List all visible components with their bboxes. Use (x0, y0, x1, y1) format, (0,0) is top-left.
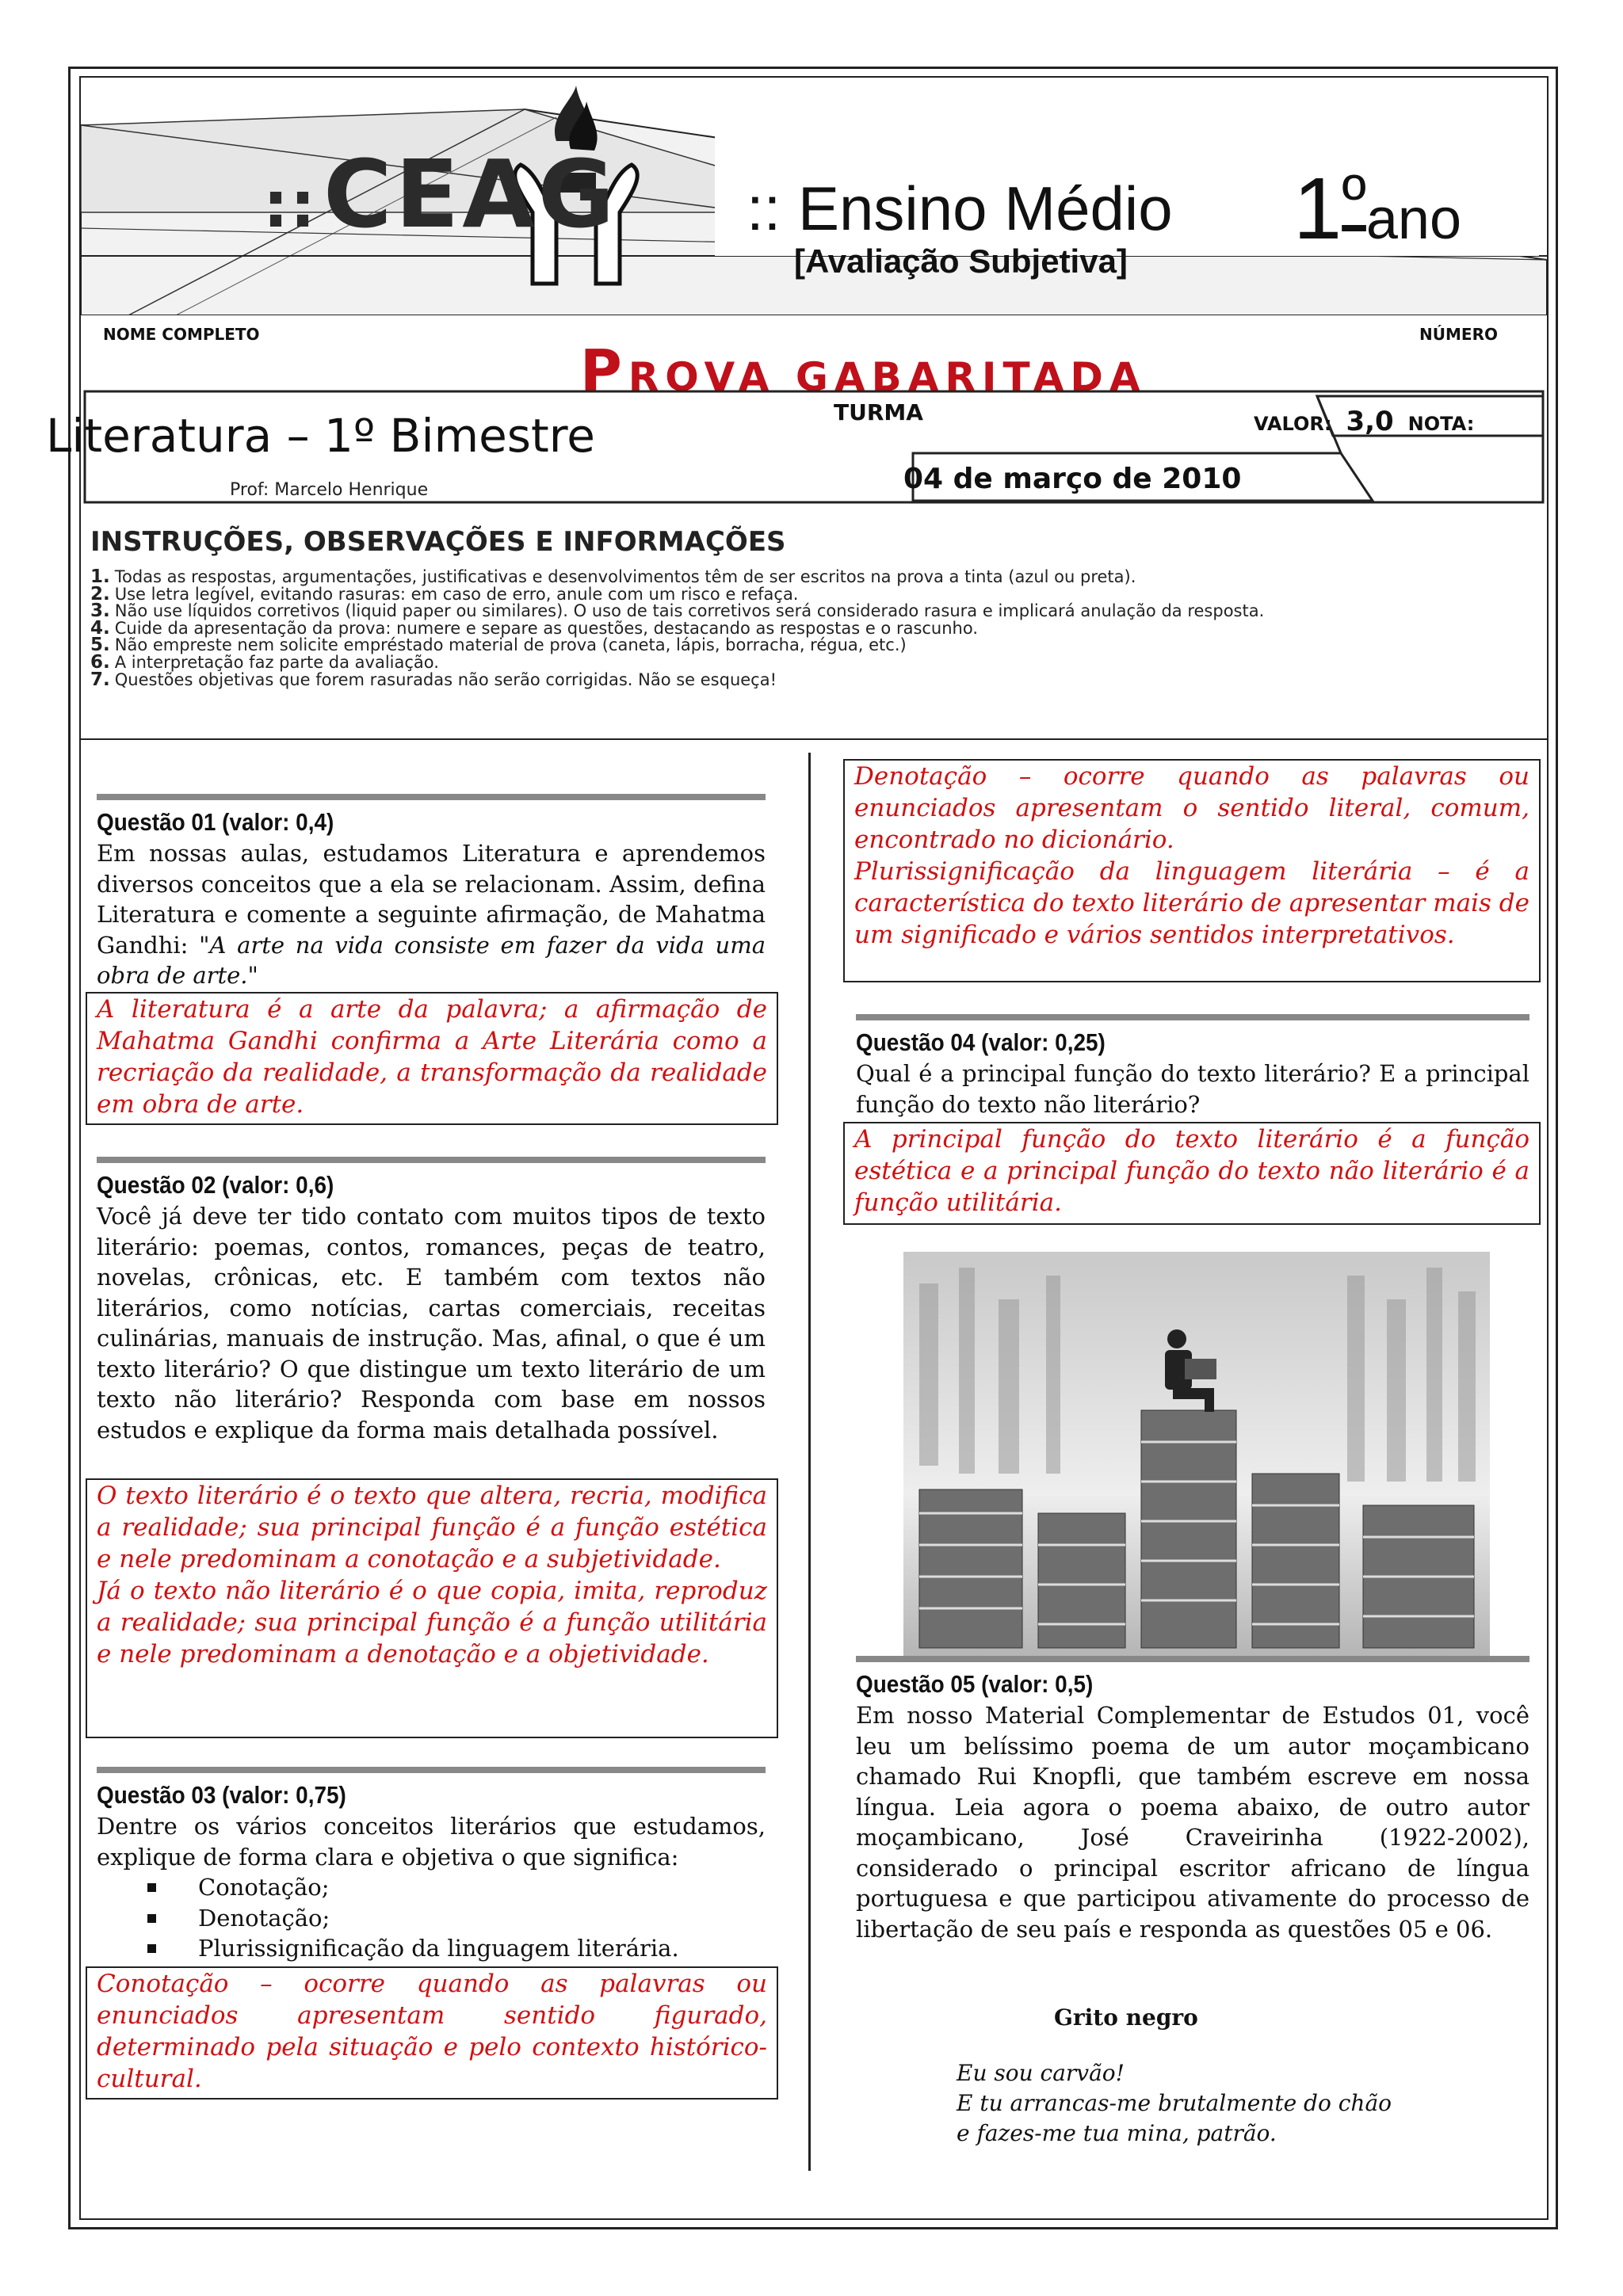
subject-title: Literatura – 1º Bimestre (46, 409, 595, 463)
instruction-item: 2. Use letra legível, evitando rasuras: em caso de erro, anule com um risco e refaça. (90, 583, 799, 605)
question-01-text: Em nossas aulas, estudamos Literatura e aprendemos diversos conceitos que a ela se relacionam. Assim, defina Literatura e comente a seguinte afirmação, de Mahatma Gandhi: "A arte na vida consiste em fazer da vida uma obra de arte." (97, 840, 766, 989)
professor-name: Prof: Marcelo Henrique (230, 480, 429, 500)
school-year: $1^ºano$ (1293, 160, 1462, 257)
instructions-divider (81, 738, 1547, 740)
instruction-item: 5. Não empreste nem solicite empréstado material de prova (caneta, lápis, borracha, régua, etc.) (90, 635, 907, 656)
ceag-logo-text: ::CEAG (263, 139, 618, 249)
question-04-title: Questão 04 (valor: 0,25) (856, 1028, 1106, 1056)
column-divider (808, 753, 811, 2171)
bullet-item: Plurissignificação da linguagem literária. (97, 1933, 766, 1964)
question-03-bar (97, 1767, 766, 1773)
instructions-title: INSTRUÇÕES, OBSERVAÇÕES E INFORMAÇÕES (90, 526, 786, 558)
nome-completo-label: NOME COMPLETO (103, 325, 260, 344)
question-03-title: Questão 03 (valor: 0,75) (97, 1781, 346, 1809)
instruction-item: 6. A interpretação faz parte da avaliação. (90, 651, 439, 673)
question-04-answer: A principal função do texto literário é a função estética e a principal função do texto não literário é a função utilitária. (843, 1122, 1541, 1225)
question-05-title: Questão 05 (valor: 0,5) (856, 1670, 1094, 1698)
question-03-answer-continued: Denotação – ocorre quando as palavras ou enunciados apresentam o sentido literal, comum, encontrado no dicionário. Plurissignificação da linguagem literária – é a característica do texto literário de apresentar mais de um significado e vários sentidos interpretativos. (843, 759, 1541, 982)
question-03-text: Dentre os vários conceitos literários que estudamos, explique de forma clara e objetiva o que significa: (97, 1813, 766, 1871)
ensino-medio-title: :: Ensino Médio (747, 174, 1173, 243)
poem-line: E tu arrancas-me brutalmente do chão (957, 2090, 1392, 2116)
question-05-text: Em nosso Material Complementar de Estudos 01, você leu um belíssimo poema de um autor moçambicano chamado Rui Knopfli, que também escreve em nossa língua. Leia agora o poema abaixo, de outro autor moçambicano, José Craveirinha (1922-2002), considerado o principal escritor africano de língua portuguesa e que participou ativamente do processo de libertação de seu país e responda as questões 05 e 06. (856, 1702, 1529, 1943)
bullet-item: Conotação; (97, 1872, 766, 1903)
question-02-title: Questão 02 (valor: 0,6) (97, 1171, 334, 1199)
question-02-bar (97, 1157, 766, 1163)
instruction-item: 7. Questões objetivas que forem rasuradas não serão corrigidas. Não se esqueça! (90, 669, 777, 690)
exam-header (81, 78, 1547, 404)
instructions-list (90, 566, 1517, 690)
exam-date: 04 de março de 2010 (903, 463, 1242, 495)
question-03-bullets (97, 1872, 766, 1964)
instruction-item: 3. Não use líquidos corretivos (liquid paper ou similares). O uso de tais corretivos será considerado rasura e implicará anulação da resposta. (90, 601, 1265, 622)
question-01-bar (97, 794, 766, 800)
question-04-bar (856, 1014, 1529, 1020)
instruction-item: 4. Cuide da apresentação da prova: numere e separe as questões, destacando as respostas e o rascunho. (90, 617, 979, 639)
numero-label: NÚMERO (1419, 325, 1498, 344)
question-02-answer: O texto literário é o texto que altera, recria, modifica a realidade; sua principal função é a função estética e nele predominam a conotação e a subjetividade. Já o texto não literário é o que copia, imita, reproduz a realidade; sua principal função é a função utilitária e nele predominam a denotação e a objetividade. (86, 1478, 778, 1738)
poem-title: Grito negro (1054, 2004, 1198, 2031)
instruction-item: 1. Todas as respostas, argumentações, justificativas e desenvolvimentos têm de ser escritos na prova a tinta (azul ou preta). (90, 566, 1136, 587)
question-01-answer: A literatura é a arte da palavra; a afirmação de Mahatma Gandhi confirma a Arte Literária como a recriação da realidade, a transformação da realidade em obra de arte. (86, 992, 778, 1125)
avaliacao-subtitle: [Avaliação Subjetiva] (794, 242, 1128, 280)
question-05-bar (856, 1656, 1529, 1662)
turma-label: TURMA (834, 399, 923, 425)
poem-body (957, 2058, 1392, 2149)
prova-gabaritada-title: PROVA GABARITADA (580, 338, 1147, 404)
question-01-title: Questão 01 (valor: 0,4) (97, 808, 334, 836)
question-04-text: Qual é a principal função do texto literário? E a principal função do texto não literário? (856, 1060, 1529, 1118)
poem-line: Eu sou carvão! (957, 2060, 1125, 2086)
bullet-item: Denotação; (97, 1903, 766, 1934)
books-stack-illustration (903, 1252, 1490, 1656)
valor-nota-field: VALOR: 3,0 NOTA: (1254, 406, 1475, 437)
question-03-answer-conotacao: Conotação – ocorre quando as palavras ou enunciados apresentam sentido figurado, determinado pela situação e pelo contexto histórico-cultural. (86, 1966, 778, 2100)
poem-line: e fazes-me tua mina, patrão. (957, 2120, 1277, 2146)
question-02-text: Você já deve ter tido contato com muitos tipos de texto literário: poemas, contos, romances, peças de teatro, novelas, crônicas, etc. E também com textos não literários, como notícias, cartas comerciais, receitas culinárias, manuais de instrução. Mas, afinal, o que é um texto literário? O que distingue um texto literário de um texto não literário? Responda com base em nossos estudos e explique da forma mais detalhada possível. (97, 1203, 766, 1444)
